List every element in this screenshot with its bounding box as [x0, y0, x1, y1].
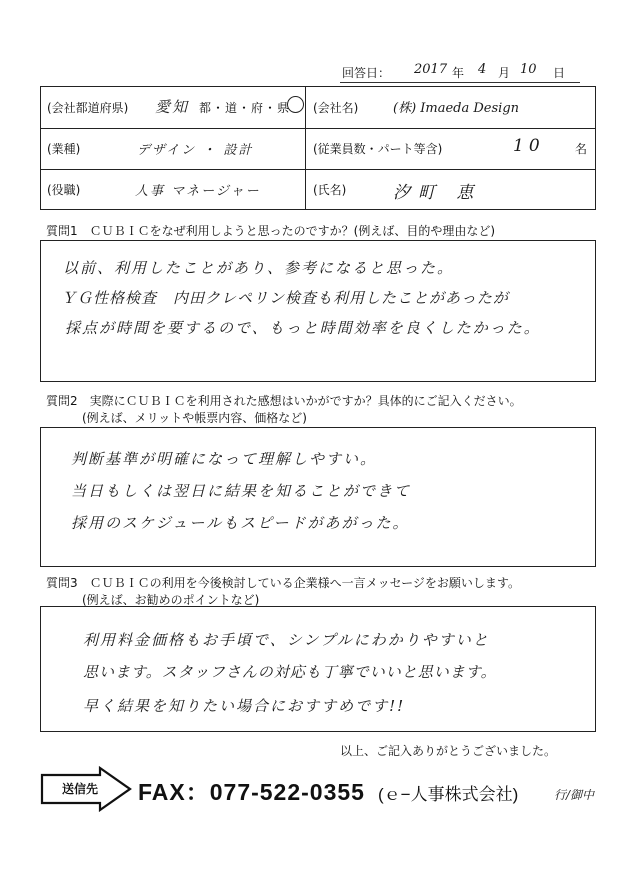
q3-answer-line: 利用料金価格もお手頃で、シンプルにわかりやすいと [83, 631, 490, 649]
send-label: 送信先 [62, 782, 99, 796]
industry-label: (業種) [47, 142, 81, 156]
fax-recipient-mark: 行/御中 [554, 788, 595, 802]
industry-value: デザイン ・ 設計 [137, 143, 254, 158]
date-month: 4 [478, 62, 487, 77]
q2-answer-box [40, 427, 596, 567]
employees-label: (従業員数・パート等含) [313, 142, 443, 156]
date-day-unit: 日 [553, 66, 566, 80]
position-value: 人事 マネージャー [135, 184, 261, 199]
q2-label: 質問2 実際にＣＵＢＩＣを利用された感想はいかがですか？具体的にご記入ください。 [46, 394, 522, 408]
send-to-arrow [40, 766, 132, 816]
name-label: (氏名) [313, 183, 347, 197]
respondent-info-table [40, 86, 596, 210]
q3-sub: (例えば、お勧めのポイントなど) [82, 593, 260, 607]
pref-value: 愛知 [155, 98, 190, 116]
pref-suffix: 都・道・府・県 [199, 101, 291, 115]
position-label: (役職) [47, 183, 81, 197]
q1-label: 質問1 ＣＵＢＩＣをなぜ利用しようと思ったのですか？(例えば、目的や理由など) [46, 224, 496, 238]
date-underline [340, 82, 580, 83]
q1-answer-line: 採点が時間を要するので、もっと時間効率を良くしたかった。 [65, 319, 541, 337]
q1-answer-line: 以前、利用したことがあり、参考になると思った。 [63, 259, 455, 277]
q2-sub: (例えば、メリットや帳票内容、価格など) [82, 411, 307, 425]
q2-answer-line: 当日もしくは翌日に結果を知ることができて [71, 482, 412, 500]
q3-answer-line: 早く結果を知りたい場合におすすめです!! [83, 697, 406, 715]
company-label: (会社名) [313, 101, 359, 115]
company-value: (株) Imaeda Design [393, 101, 520, 116]
employees-unit: 名 [575, 142, 588, 156]
date-label: 回答日： [342, 66, 391, 80]
q1-answer-line: ＹＧ性格検査 内田クレペリン検査も利用したことがあったが [61, 289, 509, 307]
date-year: 2017 [414, 62, 448, 77]
date-month-unit: 月 [498, 66, 511, 80]
closing-text: 以上、ご記入ありがとうございました。 [340, 744, 557, 758]
q2-answer-line: 採用のスケジュールもスピードがあがった。 [71, 514, 410, 532]
pref-circle-mark [287, 96, 304, 113]
fax-number: FAX：077-522-0355 [138, 779, 365, 805]
q3-answer-line: 思います。スタッフさんの対応も丁寧でいいと思います。 [83, 663, 497, 681]
q3-label: 質問3 ＣＵＢＩＣの利用を今後検討している企業様へ一言メッセージをお願いします。 [46, 576, 520, 590]
q3-answer-box [40, 606, 596, 732]
fax-company: (ｅ−人事株式会社) [378, 785, 519, 804]
employees-value: 10 [513, 136, 545, 156]
info-table-divider [305, 87, 306, 209]
name-value: 汐町 恵 [393, 183, 482, 203]
date-year-unit: 年 [452, 66, 465, 80]
q1-answer-box [40, 240, 596, 382]
q2-answer-line: 判断基準が明確になって理解しやすい。 [71, 450, 378, 468]
date-day: 10 [520, 62, 537, 77]
pref-label: (会社都道府県) [47, 101, 129, 115]
